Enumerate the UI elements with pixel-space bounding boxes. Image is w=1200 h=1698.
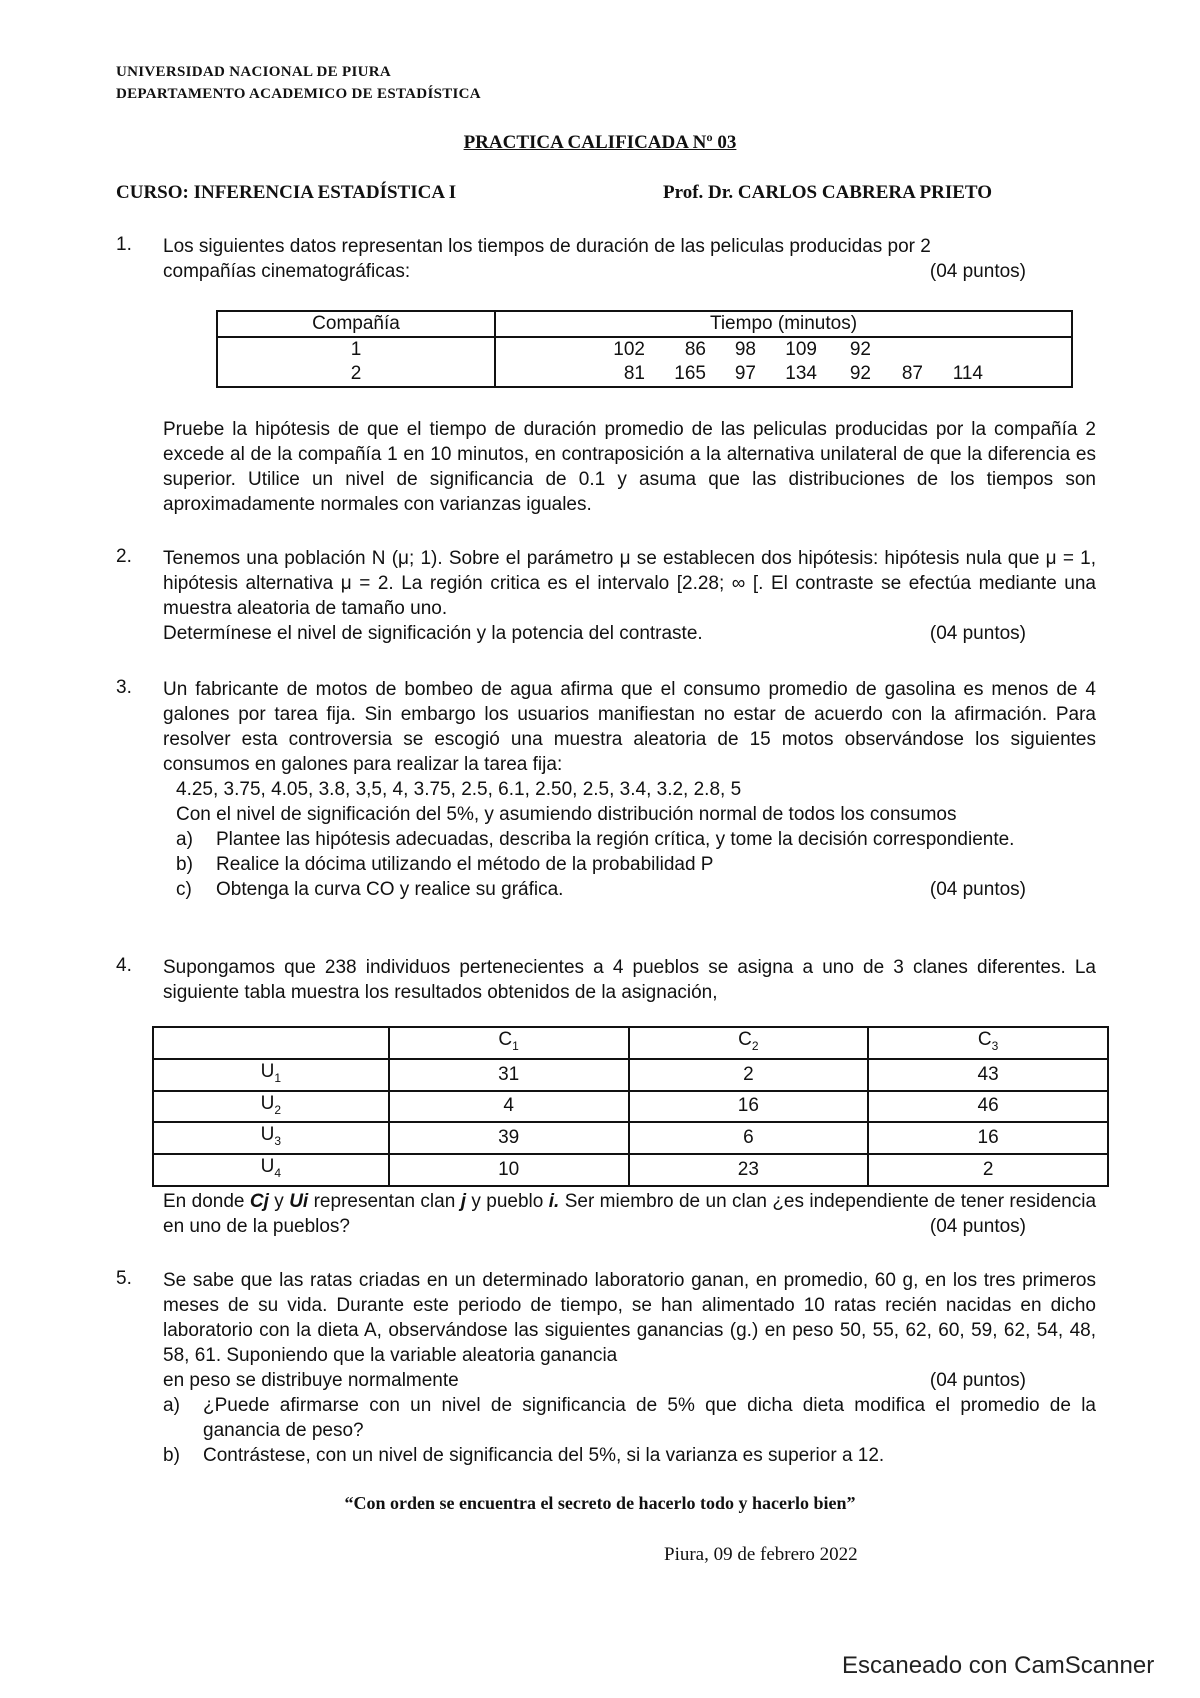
table-row-label: $U_3$ — [153, 1122, 389, 1154]
question-number: 1. — [116, 234, 132, 255]
table-header: $C_2$ — [629, 1027, 869, 1059]
table-row-label: $U_4$ — [153, 1154, 389, 1186]
clan-symbol: Cj — [249, 1191, 269, 1212]
table-row — [153, 1059, 1108, 1091]
table-row-label: $U_1$ — [153, 1059, 389, 1091]
table-cell: 87 — [901, 363, 923, 384]
table-header: Tiempo (minutos) — [495, 311, 1072, 337]
list-item — [163, 1393, 1096, 1443]
table-cell: 114 — [952, 363, 983, 384]
question-4-paragraph — [116, 1189, 1096, 1239]
question-text: compañías cinematográficas: — [163, 261, 411, 282]
question-text: Supongamos que 238 individuos pertenecientes a 4 pueblos se asigna a uno de 3 clanes diferentes. La siguiente tabla muestra los resultados obtenidos de la asignación, — [163, 957, 1096, 1003]
question-4 — [116, 955, 1096, 1005]
table-row-label: 2 — [217, 362, 495, 387]
list-item-text: Realice la dócima utilizando el método de la probabilidad P — [216, 854, 714, 875]
question-3 — [116, 677, 1096, 902]
course-name: CURSO: INFERENCIA ESTADÍSTICA I — [116, 182, 457, 203]
question-number: 3. — [116, 677, 132, 698]
points-label: (04 puntos) — [929, 879, 1026, 900]
table-cell: 98 — [734, 339, 756, 360]
professor-name: Prof. Dr. CARLOS CABRERA PRIETO — [663, 182, 993, 203]
table-cell: 23 — [629, 1154, 869, 1186]
list-item-label: c) — [176, 879, 192, 900]
question-text: y pueblo — [471, 1191, 544, 1212]
list-item-text: Contrástese, con un nivel de significancia del 5%, si la varianza es superior a 12. — [203, 1445, 885, 1466]
question-text: Un fabricante de motos de bombeo de agua afirma que el consumo promedio de gasolina es menos de 4 galones por tarea fija. Sin embargo los usuarios manifiestan no estar de acuerdo con la afirmación. Para resolver esta controversia se escogió una muestra aleatoria de 15 motos observándose los siguientes consumos en galones para realizar la tarea fija: — [163, 679, 1096, 775]
question-text: Los siguientes datos representan los tiempos de duración de las peliculas producidas por 2 — [163, 236, 931, 257]
question-text: Con el nivel de significación del 5%, y asumiendo distribución normal de todos los consumos — [176, 804, 957, 825]
list-item-label: a) — [176, 829, 193, 850]
town-symbol: Ui — [289, 1191, 309, 1212]
table-cell: 4 — [389, 1091, 629, 1123]
table-row-label: 1 — [217, 337, 495, 362]
list-item — [163, 1443, 1096, 1468]
table-row — [153, 1122, 1108, 1154]
movie-times-table — [216, 310, 1073, 388]
table-cell: 92 — [849, 363, 871, 384]
question-number: 2. — [116, 546, 132, 567]
table-cell: 134 — [785, 363, 817, 384]
scanner-watermark: Escaneado con CamScanner — [842, 1652, 1155, 1679]
points-label: (04 puntos) — [929, 1216, 1026, 1237]
list-item — [176, 877, 1096, 902]
table-row — [496, 338, 1071, 362]
table-cell: 16 — [868, 1122, 1108, 1154]
question-text: Pruebe la hipótesis de que el tiempo de duración promedio de las peliculas producidas por la compañía 2 excede al de la compañía 1 en 10 minutos, en contraposición a la alternativa unilateral de que la diferencia es superior. Utilice un nivel de significancia de 0.1 y asuma que las distribuciones de los tiempos son aproximadamente normales con varianzas iguales. — [163, 419, 1096, 515]
clan-assignment-table — [152, 1026, 1109, 1187]
question-number: 5. — [116, 1268, 132, 1289]
list-item-label: a) — [163, 1395, 180, 1416]
university-name: UNIVERSIDAD NACIONAL DE PIURA — [116, 64, 391, 80]
index-i: i. — [548, 1191, 560, 1212]
table-cell: 46 — [868, 1091, 1108, 1123]
question-text: y — [274, 1191, 284, 1212]
points-label: (04 puntos) — [929, 623, 1026, 644]
table-cell: 43 — [868, 1059, 1108, 1091]
data-values: 4.25, 3.75, 4.05, 3.8, 3,5, 4, 3.75, 2.5, 6.1, 2.50, 2.5, 3.4, 3.2, 2.8, 5 — [176, 779, 742, 800]
table-header: $C_3$ — [868, 1027, 1108, 1059]
page-title: PRACTICA CALIFICADA Nº 03 — [463, 132, 737, 153]
table-cell: 10 — [389, 1154, 629, 1186]
table-cell: 2 — [629, 1059, 869, 1091]
table-corner — [153, 1027, 389, 1059]
table-cell: 81 — [623, 363, 645, 384]
question-5 — [116, 1268, 1096, 1468]
table-cell: 165 — [674, 363, 706, 384]
table-header: $C_1$ — [389, 1027, 629, 1059]
points-label: (04 puntos) — [929, 261, 1026, 282]
question-2 — [116, 546, 1096, 646]
table-row — [496, 362, 1071, 386]
table-row-label: $U_2$ — [153, 1091, 389, 1123]
table-cell: 97 — [734, 363, 756, 384]
list-item-label: b) — [176, 854, 193, 875]
points-label: (04 puntos) — [929, 1370, 1026, 1391]
closing-quote: “Con orden se encuentra el secreto de hacerlo todo y hacerlo bien” — [344, 1493, 856, 1513]
question-text: Determínese el nivel de significación y la potencia del contraste. — [163, 623, 703, 644]
list-item — [176, 852, 1096, 877]
index-j: j — [460, 1191, 466, 1212]
table-cell: 39 — [389, 1122, 629, 1154]
list-item-text: ¿Puede afirmarse con un nivel de significancia de 5% que dicha dieta modifica el promedio de la ganancia de peso? — [203, 1395, 1096, 1441]
table-cell: 31 — [389, 1059, 629, 1091]
list-item-text: Obtenga la curva CO y realice su gráfica. — [216, 879, 564, 900]
question-text: en peso se distribuye normalmente — [163, 1370, 459, 1391]
department-name: DEPARTAMENTO ACADEMICO DE ESTADÍSTICA — [116, 86, 481, 102]
list-item-label: b) — [163, 1445, 180, 1466]
question-text: En donde — [163, 1191, 245, 1212]
question-text: Ser miembro de un clan ¿es independiente de tener residencia en uno de la pueblos? — [163, 1191, 1097, 1237]
table-row — [153, 1091, 1108, 1123]
question-text: representan clan — [313, 1191, 456, 1212]
table-cell: 86 — [684, 339, 706, 360]
question-text: Se sabe que las ratas criadas en un determinado laboratorio ganan, en promedio, 60 g, en los tres primeros meses de su vida. Durante este periodo de tiempo, se han alimentado 10 ratas recién nacidas en dicho laboratorio con la dieta A, observándose las siguientes ganancias (g.) en peso 50, 55, 62, 60, 59, 62, 54, 48, 58, 61. Suponiendo que la variable aleatoria ganancia — [163, 1270, 1096, 1366]
question-1-paragraph — [116, 417, 1096, 517]
list-item-text: Plantee las hipótesis adecuadas, describa la región crítica, y tome la decisión correspondiente. — [216, 829, 1015, 850]
table-cell: 16 — [629, 1091, 869, 1123]
table-cell: 102 — [613, 339, 645, 360]
list-item — [176, 827, 1096, 852]
table-header: Compañía — [217, 311, 495, 337]
question-text: Tenemos una población N (μ; 1). Sobre el parámetro μ se establecen dos hipótesis: hipótesis nula que μ = 1, hipótesis alternativa μ = 2. La región critica es el intervalo [2.28; ∞ [. El contraste se efectúa mediante una muestra aleatoria de tamaño uno. — [163, 548, 1096, 619]
table-cell: 6 — [629, 1122, 869, 1154]
table-cell: 92 — [849, 339, 871, 360]
table-cell: 109 — [785, 339, 817, 360]
question-number: 4. — [116, 955, 132, 976]
table-row — [153, 1154, 1108, 1186]
table-cell: 2 — [868, 1154, 1108, 1186]
date-line: Piura, 09 de febrero 2022 — [664, 1544, 858, 1565]
question-1 — [116, 234, 1096, 284]
